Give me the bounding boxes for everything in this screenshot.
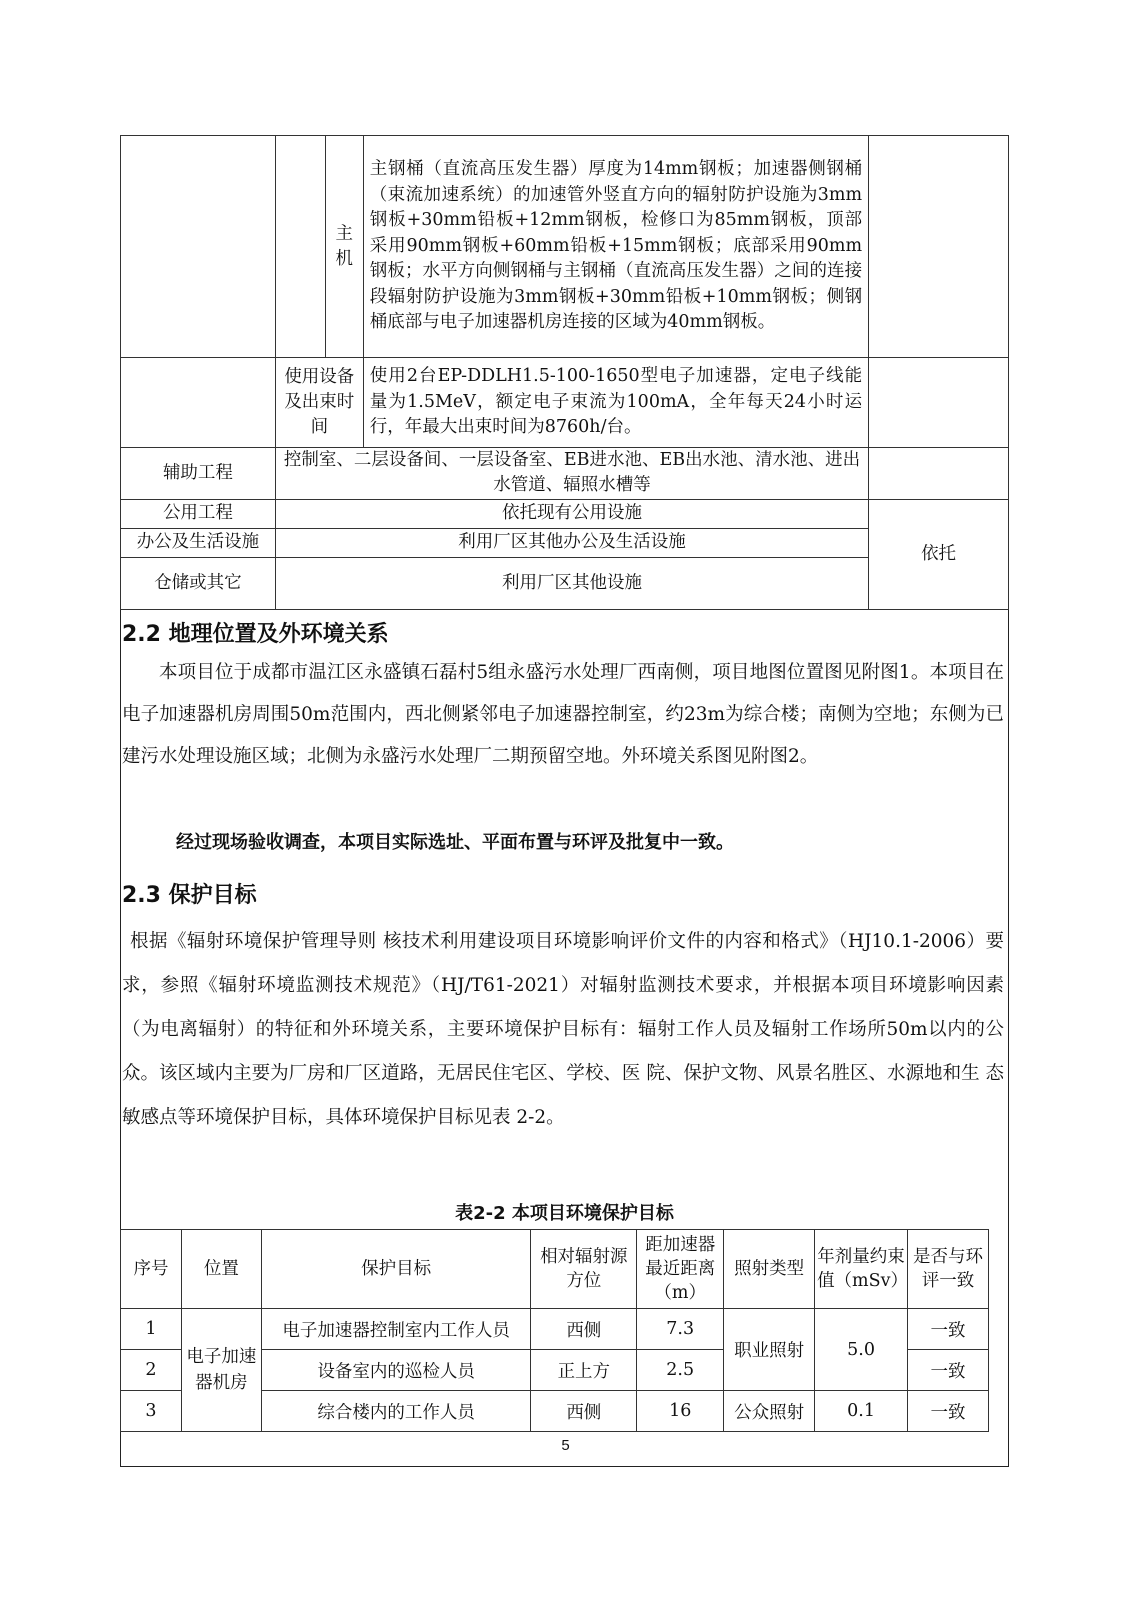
dose-limit-public: 0.1	[815, 1391, 908, 1432]
public-engineering-content: 依托现有公用设施	[275, 499, 868, 528]
row-direction: 正上方	[531, 1350, 637, 1391]
storage-content: 利用厂区其他设施	[275, 557, 868, 609]
storage-label: 仓储或其它	[121, 557, 276, 609]
row-distance: 16	[637, 1391, 724, 1432]
use-equipment-content: 使用2台EP-DDLH1.5-100-1650型电子加速器，定电子线能量为1.5MeV，额定电子束流为100mA，全年每天24小时运行，年最大出束时间为8760h/台。	[363, 358, 868, 448]
header-dose-limit: 年剂量约束值（mSv）	[815, 1230, 908, 1309]
table-2-2-caption: 表2-2 本项目环境保护目标	[455, 1203, 674, 1224]
blank-cell	[869, 136, 1009, 358]
header-exposure-type: 照射类型	[724, 1230, 815, 1309]
row-consistent: 一致	[908, 1350, 989, 1391]
public-engineering-label: 公用工程	[121, 499, 276, 528]
row-no: 1	[121, 1309, 182, 1350]
blank-cell	[275, 136, 325, 358]
row-direction: 西侧	[531, 1391, 637, 1432]
section-2-3-paragraph: 根据《辐射环境保护管理导则 核技术利用建设项目环境影响评价文件的内容和格式》（HJ10.1-2006）要求，参照《辐射环境监测技术规范》（HJ/T61-2021）对辐射监测技术要求，并根据本项目环境影响因素（为电离辐射）的特征和外环境关系，主要环境保护目标有：辐射工作人员及辐射工作场所50m以内的公众。该区域内主要为厂房和厂区道路，无居民住宅区、学校、医 院、保护文物、风景名胜区、水源地和生 态敏感点等环境保护目标，具体环境保护目标见表 2-2。	[122, 931, 1004, 1128]
location-cell: 电子加速器机房	[181, 1309, 261, 1432]
row-distance: 2.5	[637, 1350, 724, 1391]
table-row	[121, 1309, 989, 1350]
row-target: 设备室内的巡检人员	[261, 1350, 531, 1391]
project-composition-table	[120, 135, 1009, 610]
aux-engineering-content: 控制室、二层设备间、一层设备室、EB进水池、EB出水池、清水池、进出水管道、辐照水槽等	[275, 447, 868, 499]
section-2-2-heading: 2.2 地理位置及外环境关系	[122, 622, 389, 647]
exposure-type-public: 公众照射	[724, 1391, 815, 1432]
main-machine-content: 主钢桶（直流高压发生器）厚度为14mm钢板；加速器侧钢桶（束流加速系统）的加速管外竖直方向的辐射防护设施为3mm钢板+30mm铅板+12mm钢板，检修口为85mm钢板，顶部采用90mm钢板+60mm铅板+15mm钢板；底部采用90mm钢板；水平方向侧钢桶与主钢桶（直流高压发生器）之间的连接段辐射防护设施为3mm钢板+30mm铅板+10mm钢板；侧钢桶底部与电子加速器机房连接的区域为40mm钢板。	[363, 136, 868, 358]
section-2-2-paragraph: 本项目位于成都市温江区永盛镇石磊村5组永盛污水处理厂西南侧，项目地图位置图见附图1。本项目在电子加速器机房周围50m范围内，西北侧紧邻电子加速器控制室，约23m为综合楼；南侧为空地；东侧为已建污水处理设施区域；北侧为永盛污水处理厂二期预留空地。外环境关系图见附图2。	[122, 662, 1004, 767]
depend-cell: 依托	[869, 499, 1009, 609]
blank-cell	[869, 358, 1009, 448]
row-consistent: 一致	[908, 1309, 989, 1350]
header-target: 保护目标	[261, 1230, 531, 1309]
dose-limit-occupational: 5.0	[815, 1309, 908, 1391]
row-no: 3	[121, 1391, 182, 1432]
blank-cell	[869, 447, 1009, 499]
row-direction: 西侧	[531, 1309, 637, 1350]
exposure-type-occupational: 职业照射	[724, 1309, 815, 1391]
blank-cell	[121, 136, 276, 358]
section-2-2-conclusion: 经过现场验收调查，本项目实际选址、平面布置与环评及批复中一致。	[176, 832, 734, 853]
row-no: 2	[121, 1350, 182, 1391]
protection-target-table	[120, 1229, 989, 1432]
row-target: 综合楼内的工作人员	[261, 1391, 531, 1432]
aux-engineering-label: 辅助工程	[121, 447, 276, 499]
header-no: 序号	[121, 1230, 182, 1309]
use-equipment-label: 使用设备及出束时间	[275, 358, 363, 448]
row-target: 电子加速器控制室内工作人员	[261, 1309, 531, 1350]
row-distance: 7.3	[637, 1309, 724, 1350]
row-consistent: 一致	[908, 1391, 989, 1432]
header-distance: 距加速器最近距离（m）	[637, 1230, 724, 1309]
office-facility-label: 办公及生活设施	[121, 528, 276, 557]
blank-cell	[121, 358, 276, 448]
office-facility-content: 利用厂区其他办公及生活设施	[275, 528, 868, 557]
header-direction: 相对辐射源方位	[531, 1230, 637, 1309]
header-location: 位置	[181, 1230, 261, 1309]
header-consistent: 是否与环评一致	[908, 1230, 989, 1309]
section-2-3-heading: 2.3 保护目标	[122, 883, 257, 908]
main-machine-label: 主机	[325, 136, 363, 358]
page-number: 5	[561, 1437, 570, 1454]
